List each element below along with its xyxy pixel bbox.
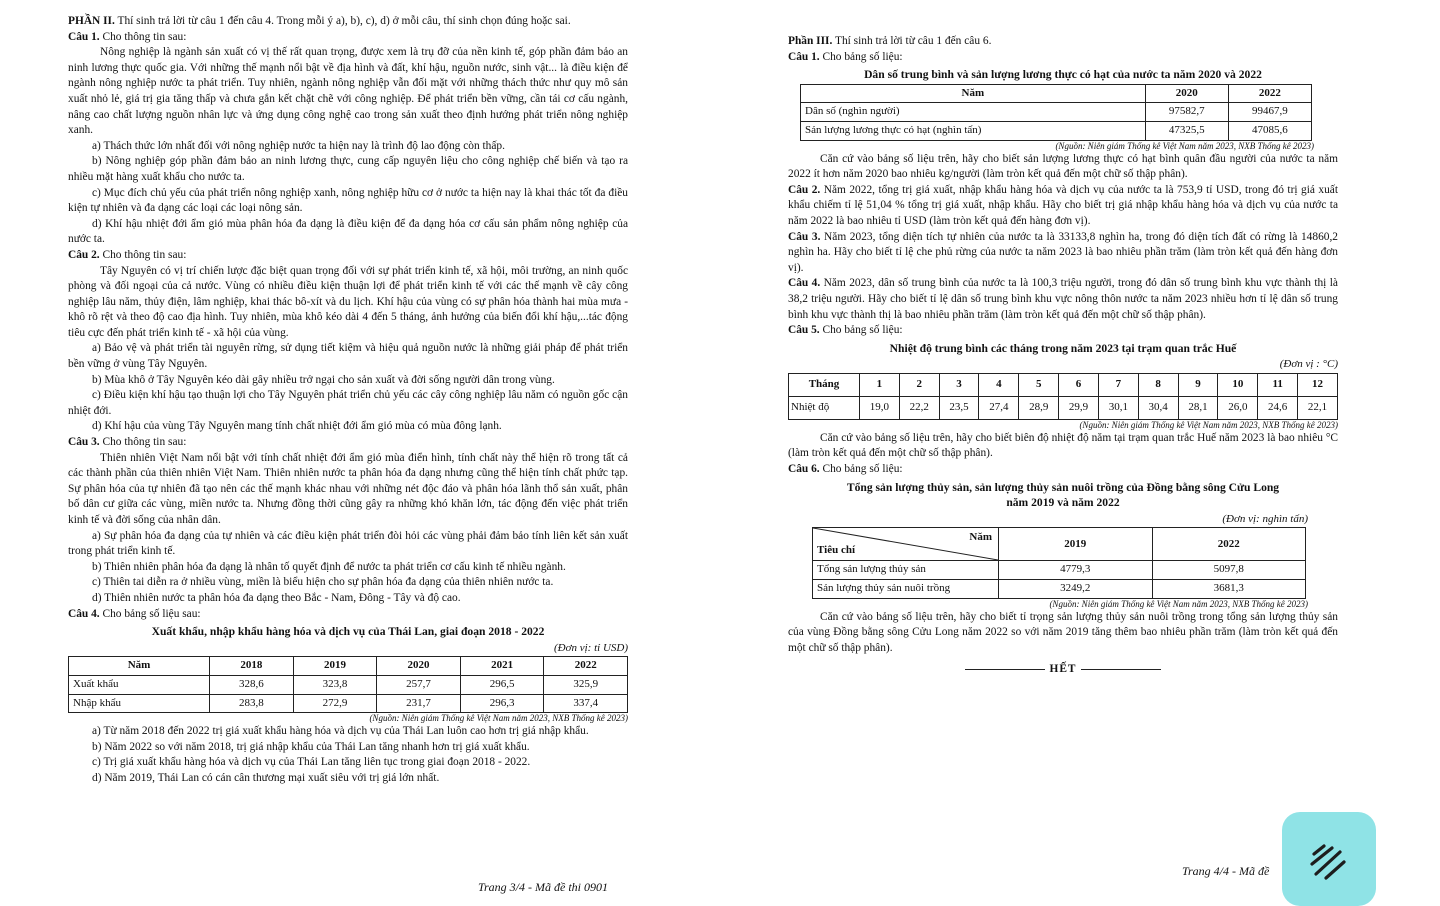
table-cell: 47325,5 (1145, 121, 1228, 140)
table-header-cell: 2 (899, 373, 939, 396)
table-cell: 4779,3 (999, 561, 1153, 580)
q2-option-d: d) Khí hậu của vùng Tây Nguyên mang tính chất nhiệt đới ẩm gió mùa có mùa đông lạnh. (92, 420, 502, 433)
table-header-cell: 2018 (210, 657, 294, 676)
table-row-label: Sản lượng lương thực có hạt (nghìn tấn) (801, 121, 1146, 140)
table-cell: 30,4 (1138, 396, 1178, 419)
table-cell: 28,1 (1178, 396, 1218, 419)
table-row (801, 103, 1312, 122)
q1-option-c: c) Mục đích chủ yếu của phát triển nông nghiệp xanh, nông nghiệp hữu cơ ở nước ta hiện nay là khai thác tốt đa điều kiện tự nhiên và đa dạng các loại các loại nông sản. (68, 186, 628, 215)
q2-option-b: b) Mùa khô ở Tây Nguyên kéo dài gây nhiều trở ngại cho sản xuất và đời sống người dân trong vùng. (92, 373, 555, 386)
p3-q1-question: Căn cứ vào bảng số liệu trên, hãy cho biết sản lượng lương thực có hạt bình quân đầu người của nước ta năm 2022 ít hơn năm 2020 bao nhiêu kg/người (làm tròn kết quả đến một chữ số thập phân). (788, 152, 1338, 181)
table-cell: 22,1 (1298, 396, 1338, 419)
q4-option-a: a) Từ năm 2018 đến 2022 trị giá xuất khẩu hàng hóa và dịch vụ của Thái Lan luôn cao hơn trị giá nhập khẩu. (92, 725, 589, 738)
page-4-footer: Trang 4/4 - Mã đề (1182, 864, 1270, 878)
q4-option-d: d) Năm 2019, Thái Lan có cán cân thương mại xuất siêu với trị giá lớn nhất. (92, 771, 440, 784)
p3-q6-fishery-table (812, 527, 1306, 598)
p3-q3: Câu 3. Năm 2023, tổng diện tích tự nhiên của nước ta là 33133,8 nghìn ha, trong đó diện tích đất có rừng là 14860,2 nghìn ha. Hãy cho biết tỉ lệ che phủ rừng của nước ta năm 2023 là bao nhiêu phần trăm (làm tròn kết quả đến hàng đơn vị). (788, 230, 1339, 274)
table-header-cell: 2020 (1145, 84, 1228, 103)
q4-option-b: b) Năm 2022 so với năm 2018, trị giá nhập khẩu của Thái Lan tăng nhanh hơn trị giá xuất khẩu. (92, 740, 530, 753)
page-3-footer: Trang 3/4 - Mã đề thi 0901 (478, 880, 609, 894)
table-cell: 19,0 (859, 396, 899, 419)
p3-q6-table-unit: (Đơn vị: nghìn tấn) (1222, 512, 1308, 525)
table-cell: 28,9 (1019, 396, 1059, 419)
table-header-cell: 9 (1178, 373, 1218, 396)
q4-trade-table (68, 656, 628, 713)
table-header-cell: 2019 (999, 528, 1153, 561)
table-cell: 296,3 (460, 694, 544, 713)
q4-option-c: c) Trị giá xuất khẩu hàng hóa và dịch vụ của Thái Lan tăng liên tục trong giai đoạn 2018 - 2022. (92, 756, 531, 769)
table-cell: 23,5 (939, 396, 979, 419)
table-header-cell: 10 (1218, 373, 1258, 396)
table-header-cell: 1 (859, 373, 899, 396)
table-cell: 257,7 (377, 675, 461, 694)
q2-heading: Câu 2. Cho thông tin sau: (68, 248, 187, 261)
q4-table-unit: (Đơn vị: tỉ USD) (554, 641, 628, 654)
table-row-label: Dân số (nghìn người) (801, 103, 1146, 122)
p3-q5-heading: Câu 5. Cho bảng số liệu: (788, 324, 903, 337)
part-3-instructions: Phần III. Thí sinh trả lời từ câu 1 đến câu 6. (788, 35, 992, 47)
q3-option-b: b) Thiên nhiên phân hóa đa dạng là nhân tố quyết định để nước ta phát triển cơ cấu kinh tế nhiều ngành. (92, 560, 566, 573)
table-header-cell: 6 (1059, 373, 1099, 396)
table-cell: 22,2 (899, 396, 939, 419)
table-header-row (813, 528, 1306, 561)
p3-q5-source: (Nguồn: Niên giám Thống kê Việt Nam năm 2023, NXB Thống kê 2023) (1079, 419, 1338, 430)
q4-table-title: Xuất khẩu, nhập khẩu hàng hóa và dịch vụ của Thái Lan, giai đoạn 2018 - 2022 (151, 625, 545, 639)
table-row (69, 694, 628, 713)
floating-pen-button[interactable] (1282, 812, 1376, 906)
table-cell: 325,9 (544, 675, 628, 694)
table-cell: 3681,3 (1152, 580, 1306, 599)
table-header-cell: 5 (1019, 373, 1059, 396)
p3-q6-heading: Câu 6. Cho bảng số liệu: (788, 463, 903, 476)
table-cell: 47085,6 (1228, 121, 1311, 140)
table-cell: 97582,7 (1145, 103, 1228, 122)
p3-q1-table-title: Dân số trung bình và sản lượng lương thực có hạt của nước ta năm 2020 và 2022 (864, 68, 1262, 82)
table-header-cell: 7 (1098, 373, 1138, 396)
table-header-row (69, 657, 628, 676)
table-row-label: Sản lượng thủy sản nuôi trồng (813, 580, 999, 599)
table-header-cell: 12 (1298, 373, 1338, 396)
q1-option-d: d) Khí hậu nhiệt đới ẩm gió mùa phân hóa đa dạng là điều kiện để đa dạng hóa cơ cấu sản phẩm nông nghiệp của nước ta. (68, 217, 628, 246)
table-header-cell: 2022 (1152, 528, 1306, 561)
page-4-column (788, 34, 1338, 678)
table-row (789, 396, 1338, 419)
p3-q5-table-unit: (Đơn vị : °C) (1279, 358, 1338, 371)
table-cell: 26,0 (1218, 396, 1258, 419)
p3-q5-temperature-table (788, 373, 1338, 420)
table-header-row (801, 84, 1312, 103)
q3-option-c: c) Thiên tai diễn ra ở nhiều vùng, miền là biểu hiện cho sự phân hóa đa dạng của thiên nhiên nước ta. (92, 576, 554, 589)
table-row (813, 580, 1306, 599)
p3-q5-table-title: Nhiệt độ trung bình các tháng trong năm 2023 tại trạm quan trắc Huế (889, 341, 1237, 355)
table-header-cell: 2020 (377, 657, 461, 676)
q3-passage: Thiên nhiên Việt Nam nổi bật với tính chất nhiệt đới ẩm gió mùa điển hình, tính chất này thể hiện rõ trong tất cả các thành phần của thiên nhiên Việt Nam. Thiên nhiên nước ta phân hóa đa dạng nhưng cũng thể hiện tính chất phức tạp. Sự phân hóa của tự nhiên đã tạo nên các thế mạnh khác nhau với những nét độc đáo và phân hóa lãnh thổ sản xuất, phân bố dân cư giữa các vùng, miền nước ta. Nhưng đồng thời cũng gây ra những khó khăn lớn, tác động đến việc phát triển kinh tế và đời sống của nhân dân. (68, 451, 628, 526)
table-header-cell: 2022 (1228, 84, 1311, 103)
table-cell: 296,5 (460, 675, 544, 694)
table-header-cell: 2021 (460, 657, 544, 676)
table-header-cell: Năm (801, 84, 1146, 103)
table-row (813, 561, 1306, 580)
p3-q6-table-title: Tổng sản lượng thủy sản, sản lượng thủy sản nuôi trồng của Đồng bằng sông Cửu Long năm 2019 và năm 2022 (846, 480, 1280, 510)
p3-q6-source: (Nguồn: Niên giám Thống kê Việt Nam năm 2023, NXB Thống kê 2023) (1049, 598, 1308, 609)
q4-heading: Câu 4. Cho bảng số liệu sau: (68, 607, 201, 620)
table-row-label: Nhập khẩu (69, 694, 210, 713)
q3-option-a: a) Sự phân hóa đa dạng của tự nhiên và các điều kiện phát triển đòi hỏi các vùng phải đảm bảo tính liên kết sản xuất trong phát triển kinh tế. (68, 529, 628, 558)
q1-option-b: b) Nông nghiệp góp phần đảm bảo an ninh lương thực, cung cấp nguyên liệu cho công nghiệp chế biến và tạo ra nhiều mặt hàng xuất khẩu cho nước ta. (68, 155, 628, 183)
q3-heading: Câu 3. Cho thông tin sau: (68, 436, 187, 449)
p3-q1-source: (Nguồn: Niên giám Thống kê Việt Nam năm 2023, NXB Thống kê 2023) (1055, 140, 1314, 151)
q1-option-a: a) Thách thức lớn nhất đối với nông nghiệp nước ta hiện nay là trình độ lao động còn thấp. (92, 139, 505, 152)
table-header-cell: Tháng (789, 373, 860, 396)
part-2-instructions: PHẦN II. Thí sinh trả lời từ câu 1 đến câu 4. Trong mỗi ý a), b), c), d) ở mỗi câu, thí sinh chọn đúng hoặc sai. (68, 15, 571, 27)
q1-heading: Câu 1. Cho thông tin sau: (68, 30, 187, 43)
table-cell: 337,4 (544, 694, 628, 713)
pen-scribble-icon (1310, 844, 1346, 880)
table-row-label: Nhiệt độ (789, 396, 860, 419)
table-header-row (789, 373, 1338, 396)
p3-q6-question: Căn cứ vào bảng số liệu trên, hãy cho biết tỉ trọng sản lượng thủy sản nuôi trồng trong tổng sản lượng thủy sản của vùng Đồng bằng sông Cửu Long năm 2022 so với năm 2019 tăng thêm bao nhiêu phần trăm (làm tròn kết quả đến một chữ số thập phân). (788, 610, 1338, 654)
table-cell: 283,8 (210, 694, 294, 713)
table-header-cell: 2019 (293, 657, 377, 676)
table-row-label: Xuất khẩu (69, 675, 210, 694)
table-row-label: Tổng sản lượng thủy sản (813, 561, 999, 580)
table-cell: 323,8 (293, 675, 377, 694)
table-cell: 99467,9 (1228, 103, 1311, 122)
table-cell: 328,6 (210, 675, 294, 694)
table-header-cell: 11 (1258, 373, 1298, 396)
page-3-column (68, 14, 628, 787)
table-cell: 30,1 (1098, 396, 1138, 419)
table-header-cell: 3 (939, 373, 979, 396)
table-cell: 29,9 (1059, 396, 1099, 419)
table-cell: 27,4 (979, 396, 1019, 419)
table-header-cell: 8 (1138, 373, 1178, 396)
q4-source: (Nguồn: Niên giám Thống kê Việt Nam năm 2023, NXB Thống kê 2023) (369, 713, 628, 724)
table-cell: 272,9 (293, 694, 377, 713)
table-cell: 231,7 (377, 694, 461, 713)
table-cell: 24,6 (1258, 396, 1298, 419)
p3-q5-question: Căn cứ vào bảng số liệu trên, hãy cho biết biên độ nhiệt độ năm tại trạm quan trắc Huế năm 2023 là bao nhiêu °C (làm tròn kết quả đến một chữ số thập phân). (788, 431, 1338, 460)
q3-option-d: d) Thiên nhiên nước ta phân hóa đa dạng theo Bắc - Nam, Đông - Tây và độ cao. (92, 591, 461, 604)
q1-passage: Nông nghiệp là ngành sản xuất có vị thế rất quan trọng, được xem là trụ đỡ của nền kinh tế, góp phần đảm bảo an ninh lương thực quốc gia. Với những thế mạnh nổi bật về địa hình và đất, khí hậu, nguồn nước, sinh vật... là điều kiện để ngành nông nghiệp nước ta phát triển. Tuy nhiên, ngành nông nghiệp vẫn đối mặt với những thách thức như quy mô sản xuất nhỏ lẻ, giá trị gia tăng thấp và chưa gắn kết chặt chẽ với công nghiệp. Để phát triển bền vững, cần tái cơ cấu ngành, nâng cao chất lượng nguồn nhân lực và ứng dụng công nghệ cao trong sản xuất theo định hướng phát triển nông nghiệp xanh. (68, 46, 628, 137)
table-cell: 3249,2 (999, 580, 1153, 599)
p3-q1-population-table (800, 84, 1312, 141)
table-header-cell: 4 (979, 373, 1019, 396)
table-row (801, 121, 1312, 140)
p3-q2: Câu 2. Năm 2022, tổng trị giá xuất, nhập khẩu hàng hóa và dịch vụ của nước ta là 753,9 tỉ USD, trong đó trị giá xuất khẩu chiếm tỉ lệ 51,04 % tổng trị giá xuất, nhập khẩu. Hãy cho biết trị giá nhập khẩu hàng hóa và dịch vụ của nước ta năm 2022 là bao nhiêu tỉ USD (làm tròn kết quả đến hàng đơn vị). (788, 183, 1338, 227)
q2-option-a: a) Bảo vệ và phát triển tài nguyên rừng, sử dụng tiết kiệm và hiệu quả nguồn nước là những giải pháp để phát triển bền vững ở vùng Tây Nguyên. (68, 342, 628, 371)
table-header-cell: 2022 (544, 657, 628, 676)
q2-passage: Tây Nguyên có vị trí chiến lược đặc biệt quan trọng đối với sự phát triển kinh tế, xã hội, môi trường, an ninh quốc phòng và đối ngoại của cả nước. Vùng có nhiều điều kiện thuận lợi để phát triển kinh tế với các thế mạnh về cây công nghiệp lâu năm, thủy điện, lâm nghiệp, khai thác bô-xít và du lịch. Khí hậu của vùng có sự phân hóa thành hai mùa mưa - khô rõ rệt và theo độ cao địa hình. Tuy nhiên, mùa khô kéo dài 4 đến 5 tháng, ảnh hưởng của biến đổi khí hậu,...tác động tiêu cực đến phát triển kinh tế - xã hội của vùng. (68, 264, 628, 339)
q2-option-c: c) Điều kiện khí hậu tạo thuận lợi cho Tây Nguyên phát triển chủ yếu các cây công nghiệp lâu năm có nguồn gốc cận nhiệt đới. (68, 389, 628, 417)
end-marker: HẾT (788, 662, 1338, 678)
p3-q1-heading: Câu 1. Cho bảng số liệu: (788, 50, 903, 63)
p3-q4: Câu 4. Năm 2023, dân số trung bình của nước ta là 100,3 triệu người, trong đó dân số trung bình khu vực thành thị là 38,2 triệu người. Hãy cho biết tỉ lệ dân số trung bình khu vực nông thôn nước ta năm 2023 nhiều hơn tỉ lệ dân số trung bình khu vực thành thị là bao nhiêu phần trăm (làm tròn kết quả đến một chữ số thập phân). (788, 277, 1338, 321)
table-corner-cell: Năm Tiêu chí (813, 528, 999, 561)
table-header-cell: Năm (69, 657, 210, 676)
table-row (69, 675, 628, 694)
table-cell: 5097,8 (1152, 561, 1306, 580)
